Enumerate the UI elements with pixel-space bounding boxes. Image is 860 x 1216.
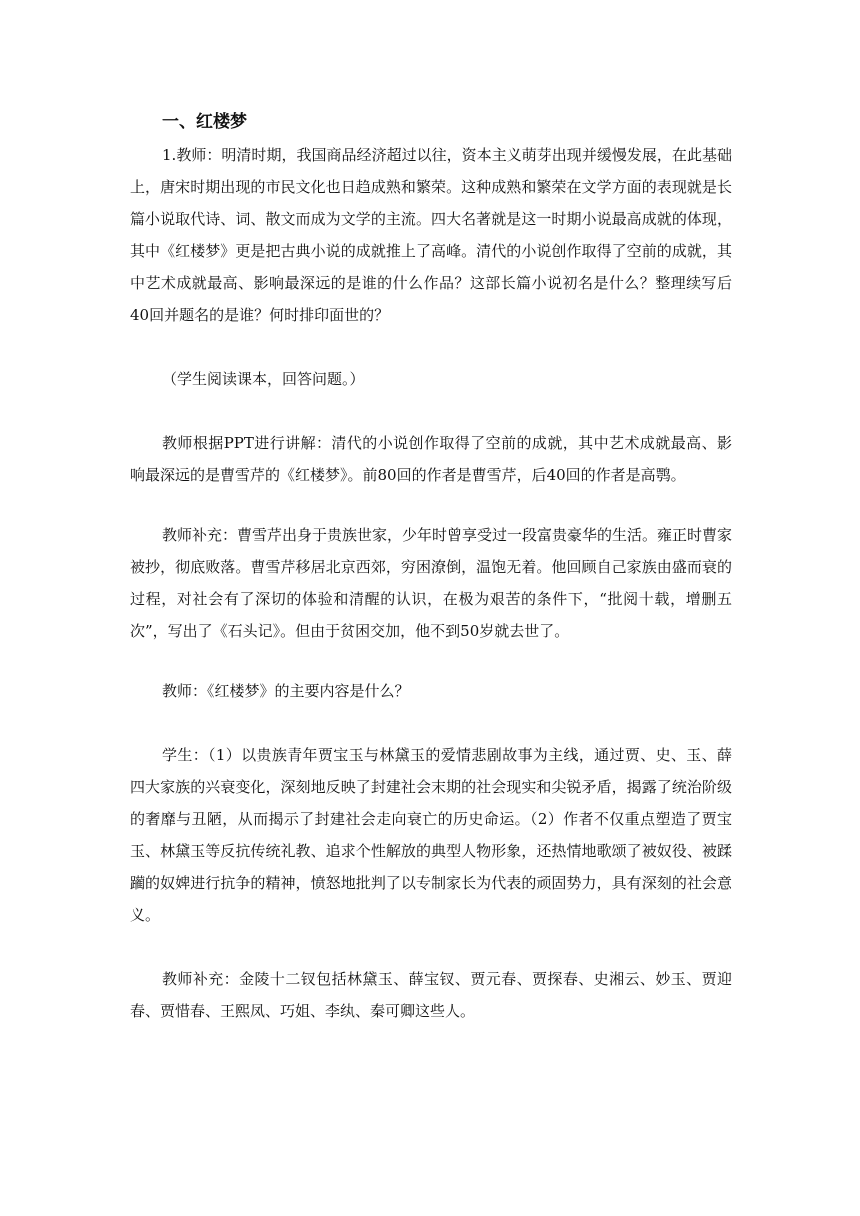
paragraph-spacer <box>130 395 732 427</box>
paragraph-spacer <box>130 491 732 519</box>
paragraph-teacher-intro: 1.教师：明清时期，我国商品经济超过以往，资本主义萌芽出现并缓慢发展，在此基础上，唐宋时期出现的市民文化也日趋成熟和繁荣。这种成熟和繁荣在文学方面的表现就是长篇小说取代诗、词、散文而成为文学的主流。四大名著就是这一时期小说最高成就的体现，其中《红楼梦》更是把古典小说的成就推上了高峰。清代的小说创作取得了空前的成就，其中艺术成就最高、影响最深远的是谁的什么作品？这部长篇小说初名是什么？整理续写后40回并题名的是谁？何时排印面世的？ <box>130 146 732 324</box>
paragraph-teacher-supplement-author: 教师补充：曹雪芹出身于贵族世家，少年时曾享受过一段富贵豪华的生活。雍正时曹家被抄，彻底败落。曹雪芹移居北京西郊，穷困潦倒，温饱无着。他回顾自己家族由盛而衰的过程，对社会有了深切的体验和清醒的认识，在极为艰苦的条件下，“批阅十载，增删五次”，写出了《石头记》。但由于贫困交加，他不到50岁就去世了。 <box>130 526 733 640</box>
paragraph-student-answer: 学生：（1）以贵族青年贾宝玉与林黛玉的爱情悲剧故事为主线，通过贾、史、玉、薛四大家族的兴衰变化，深刻地反映了封建社会末期的社会现实和尖锐矛盾，揭露了统治阶级的奢靡与丑陋，从而揭示了封建社会走向衰亡的历史命运。（2）作者不仅重点塑造了贾宝玉、林黛玉等反抗传统礼教、追求个性解放的典型人物形象，还热情地歌颂了被奴役、被蹂躏的奴婢进行抗争的精神，愤怒地批判了以专制家长为代表的顽固势力，具有深刻的社会意义。 <box>130 746 732 924</box>
paragraph-spacer <box>130 707 732 739</box>
paragraph-teacher-question: 教师：《红楼梦》的主要内容是什么？ <box>162 682 410 700</box>
paragraph-spacer <box>130 647 732 675</box>
paragraph-spacer <box>130 331 732 363</box>
paragraph-student-reading: （学生阅读课本，回答问题。） <box>162 370 365 388</box>
paragraph-teacher-supplement-characters: 教师补充：金陵十二钗包括林黛玉、薛宝钗、贾元春、贾探春、史湘云、妙玉、贾迎春、贾惜春、王熙凤、巧姐、李纨、秦可卿这些人。 <box>130 970 732 1020</box>
section-heading: 一、红楼梦 <box>162 112 247 132</box>
paragraph-teacher-ppt: 教师根据PPT进行讲解：清代的小说创作取得了空前的成就，其中艺术成就最高、影响最深远的是曹雪芹的《红楼梦》。前80回的作者是曹雪芹，后40回的作者是高鹗。 <box>130 434 732 484</box>
document-body <box>130 105 732 1027</box>
paragraph-spacer <box>130 931 732 963</box>
